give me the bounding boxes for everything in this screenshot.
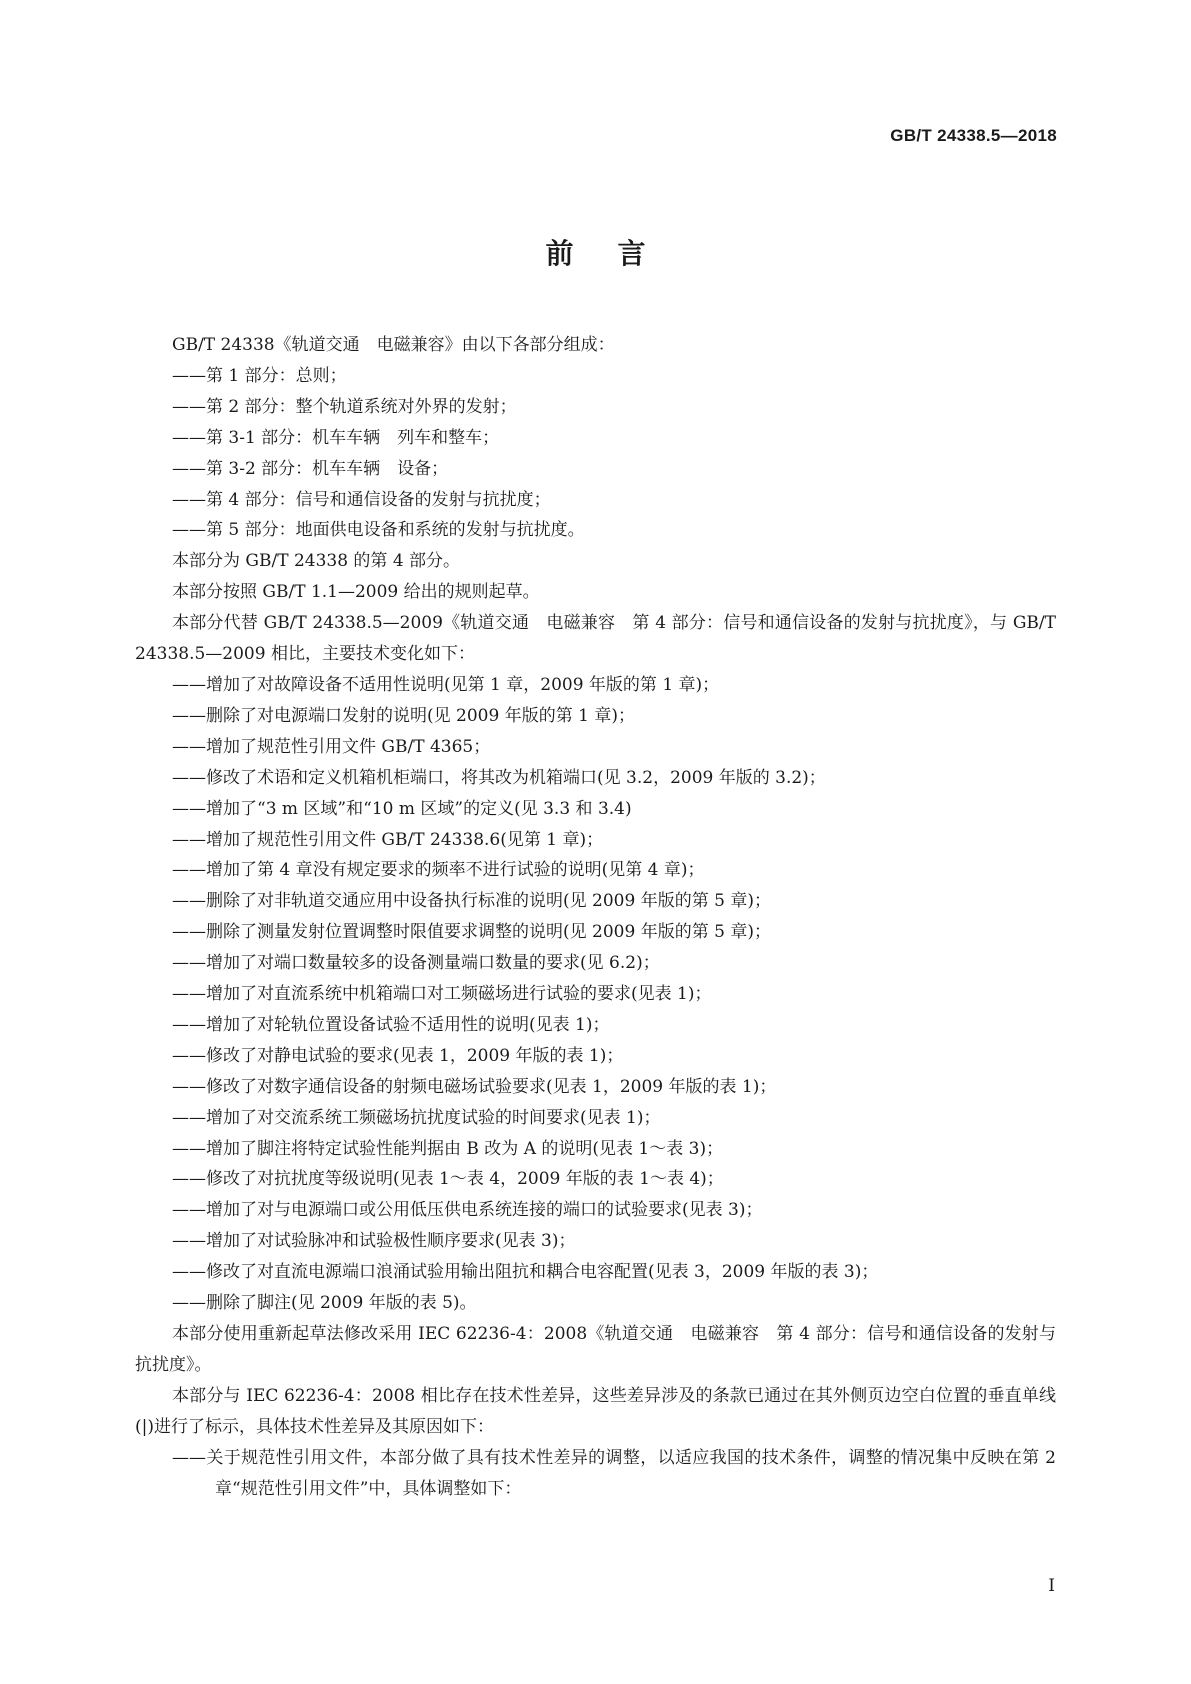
list-item: ——修改了对数字通信设备的射频电磁场试验要求(见表 1，2009 年版的表 1)； [172,1076,777,1097]
list-item: ——增加了对交流系统工频磁场抗扰度试验的时间要求(见表 1)； [172,1107,661,1128]
list-item: ——增加了对直流系统中机箱端口对工频磁场进行试验的要求(见表 1)； [172,984,712,1005]
list-item: ——关于规范性引用文件，本部分做了具有技术性差异的调整，以适应我国的技术条件，调整的情况集中反映在第 2 章“规范性引用文件”中，具体调整如下： [172,1447,1056,1499]
list-item: ——增加了对故障设备不适用性说明(见第 1 章，2009 年版的第 1 章)； [172,674,720,695]
list-item: ——第 3-2 部分：机车车辆 设备； [172,458,449,479]
list-item: ——增加了脚注将特定试验性能判据由 B 改为 A 的说明(见表 1～表 3)； [172,1138,724,1159]
list-item: ——增加了规范性引用文件 GB/T 4365； [172,736,491,757]
foreword-body [135,330,1056,1504]
list-item: ——增加了对试验脉冲和试验极性顺序要求(见表 3)； [172,1231,576,1252]
list-item: ——第 3-1 部分：机车车辆 列车和整车； [172,427,500,448]
list-item: ——第 2 部分：整个轨道系统对外界的发射； [172,396,517,417]
paragraph-adoption: 本部分使用重新起草法修改采用 IEC 62236-4：2008《轨道交通 电磁兼容 第 4 部分：信号和通信设备的发射与抗扰度》。 [135,1324,1056,1375]
list-item: ——增加了第 4 章没有规定要求的频率不进行试验的说明(见第 4 章)； [172,860,705,881]
parts-list [135,361,1056,546]
list-item: ——修改了对直流电源端口浪涌试验用输出阻抗和耦合电容配置(见表 3，2009 年版的表 3)； [172,1262,879,1283]
paragraph-differences: 本部分与 IEC 62236-4：2008 相比存在技术性差异，这些差异涉及的条款已通过在其外侧页边空白位置的垂直单线(|)进行了标示，具体技术性差异及其原因如下： [135,1385,1056,1437]
paragraph-replacement: 本部分代替 GB/T 24338.5—2009《轨道交通 电磁兼容 第 4 部分：信号和通信设备的发射与抗扰度》，与 GB/T 24338.5—2009 相比，主要技术变化如下： [135,613,1056,665]
standard-number: GB/T 24338.5—2018 [890,126,1057,145]
list-item: ——第 4 部分：信号和通信设备的发射与抗扰度； [172,489,551,510]
list-item: ——增加了“3 m 区域”和“10 m 区域”的定义(见 3.3 和 3.4) [172,798,632,819]
list-item: ——修改了对抗扰度等级说明(见表 1～表 4，2009 年版的表 1～表 4)； [172,1169,724,1190]
paragraph-composition: GB/T 24338《轨道交通 电磁兼容》由以下各部分组成： [172,335,615,355]
list-item: ——第 5 部分：地面供电设备和系统的发射与抗扰度。 [172,520,585,541]
list-item: ——增加了对端口数量较多的设备测量端口数量的要求(见 6.2)； [172,953,660,974]
page-number: I [1048,1576,1055,1596]
list-item: ——增加了对轮轨位置设备试验不适用性的说明(见表 1)； [172,1014,610,1035]
paragraph-part-number: 本部分为 GB/T 24338 的第 4 部分。 [172,551,461,572]
paragraph-drafting-rules: 本部分按照 GB/T 1.1—2009 给出的规则起草。 [172,582,540,603]
list-item: ——删除了对非轨道交通应用中设备执行标准的说明(见 2009 年版的第 5 章)； [172,891,771,912]
list-item: ——增加了规范性引用文件 GB/T 24338.6(见第 1 章)； [172,829,604,850]
changes-list [135,670,1056,1319]
list-item: ——删除了测量发射位置调整时限值要求调整的说明(见 2009 年版的第 5 章)； [172,922,771,943]
list-item: ——第 1 部分：总则； [172,365,347,386]
list-item: ——删除了脚注(见 2009 年版的表 5)。 [172,1293,477,1314]
list-item: ——增加了对与电源端口或公用低压供电系统连接的端口的试验要求(见表 3)； [172,1200,763,1221]
list-item: ——删除了对电源端口发射的说明(见 2009 年版的第 1 章)； [172,705,635,726]
list-item: ——修改了术语和定义机箱机柜端口，将其改为机箱端口(见 3.2，2009 年版的 3.2)； [172,767,826,788]
page-title: 前言 [545,237,690,270]
list-item: ——修改了对静电试验的要求(见表 1，2009 年版的表 1)； [172,1045,624,1066]
